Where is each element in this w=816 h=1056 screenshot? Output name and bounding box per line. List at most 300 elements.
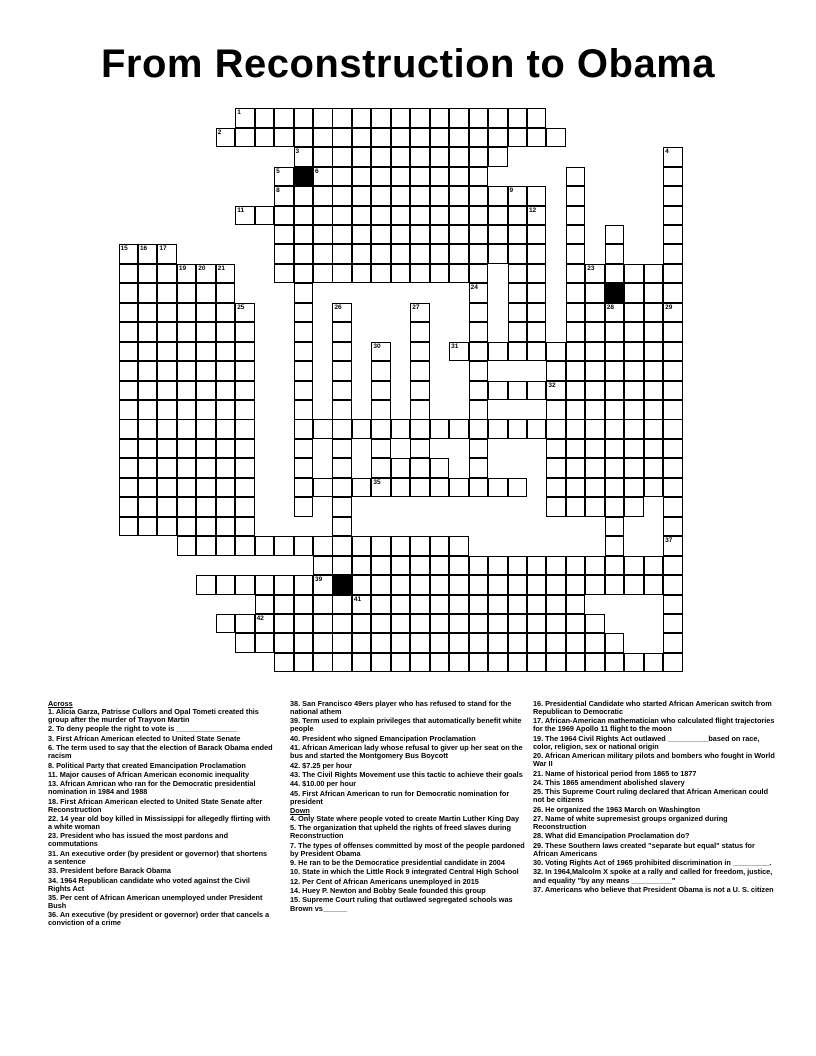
grid-cell[interactable] bbox=[138, 322, 158, 342]
grid-cell[interactable] bbox=[469, 419, 489, 439]
grid-cell[interactable] bbox=[332, 186, 352, 206]
grid-cell[interactable] bbox=[177, 264, 197, 284]
grid-cell[interactable] bbox=[332, 147, 352, 167]
grid-cell[interactable] bbox=[235, 361, 255, 381]
grid-cell[interactable] bbox=[157, 303, 177, 323]
grid-cell[interactable] bbox=[294, 653, 314, 673]
grid-cell[interactable] bbox=[449, 128, 469, 148]
grid-cell[interactable] bbox=[294, 225, 314, 245]
grid-cell[interactable] bbox=[274, 128, 294, 148]
grid-cell[interactable] bbox=[469, 206, 489, 226]
grid-cell[interactable] bbox=[488, 342, 508, 362]
grid-cell[interactable] bbox=[508, 614, 528, 634]
grid-cell[interactable] bbox=[410, 225, 430, 245]
grid-cell[interactable] bbox=[352, 653, 372, 673]
grid-cell[interactable] bbox=[216, 322, 236, 342]
grid-cell[interactable] bbox=[119, 264, 139, 284]
grid-cell[interactable] bbox=[371, 478, 391, 498]
grid-cell[interactable] bbox=[352, 186, 372, 206]
grid-cell[interactable] bbox=[566, 206, 586, 226]
grid-cell[interactable] bbox=[585, 381, 605, 401]
grid-cell[interactable] bbox=[177, 458, 197, 478]
grid-cell[interactable] bbox=[508, 595, 528, 615]
grid-cell[interactable] bbox=[313, 128, 333, 148]
grid-cell[interactable] bbox=[624, 419, 644, 439]
grid-cell[interactable] bbox=[508, 303, 528, 323]
grid-cell[interactable] bbox=[508, 244, 528, 264]
grid-cell[interactable] bbox=[449, 653, 469, 673]
grid-cell[interactable] bbox=[216, 536, 236, 556]
grid-cell[interactable] bbox=[605, 419, 625, 439]
grid-cell[interactable] bbox=[566, 303, 586, 323]
grid-cell[interactable] bbox=[624, 400, 644, 420]
grid-cell[interactable] bbox=[527, 575, 547, 595]
grid-cell[interactable] bbox=[332, 381, 352, 401]
grid-cell[interactable] bbox=[352, 167, 372, 187]
grid-cell[interactable] bbox=[352, 536, 372, 556]
grid-cell[interactable] bbox=[488, 147, 508, 167]
grid-cell[interactable] bbox=[352, 108, 372, 128]
grid-cell[interactable] bbox=[294, 575, 314, 595]
grid-cell[interactable] bbox=[605, 536, 625, 556]
grid-cell[interactable] bbox=[430, 108, 450, 128]
grid-cell[interactable] bbox=[488, 614, 508, 634]
grid-cell[interactable] bbox=[352, 419, 372, 439]
grid-cell[interactable] bbox=[332, 244, 352, 264]
grid-cell[interactable] bbox=[274, 186, 294, 206]
grid-cell[interactable] bbox=[527, 342, 547, 362]
grid-cell[interactable] bbox=[585, 575, 605, 595]
grid-cell[interactable] bbox=[488, 595, 508, 615]
grid-cell[interactable] bbox=[644, 439, 664, 459]
grid-cell[interactable] bbox=[255, 108, 275, 128]
grid-cell[interactable] bbox=[371, 147, 391, 167]
grid-cell[interactable] bbox=[566, 478, 586, 498]
grid-cell[interactable] bbox=[508, 342, 528, 362]
grid-cell[interactable] bbox=[663, 225, 683, 245]
grid-cell[interactable] bbox=[313, 264, 333, 284]
grid-cell[interactable] bbox=[371, 186, 391, 206]
grid-cell[interactable] bbox=[585, 303, 605, 323]
grid-cell[interactable] bbox=[469, 478, 489, 498]
grid-cell[interactable] bbox=[196, 478, 216, 498]
grid-cell[interactable] bbox=[332, 556, 352, 576]
grid-cell[interactable] bbox=[585, 283, 605, 303]
grid-cell[interactable] bbox=[138, 439, 158, 459]
grid-cell[interactable] bbox=[644, 283, 664, 303]
grid-cell[interactable] bbox=[371, 167, 391, 187]
grid-cell[interactable] bbox=[546, 575, 566, 595]
grid-cell[interactable] bbox=[585, 322, 605, 342]
grid-cell[interactable] bbox=[605, 361, 625, 381]
grid-cell[interactable] bbox=[119, 400, 139, 420]
grid-cell[interactable] bbox=[469, 653, 489, 673]
grid-cell[interactable] bbox=[119, 283, 139, 303]
grid-cell[interactable] bbox=[585, 458, 605, 478]
grid-cell[interactable] bbox=[255, 206, 275, 226]
grid-cell[interactable] bbox=[546, 595, 566, 615]
grid-cell[interactable] bbox=[391, 167, 411, 187]
grid-cell[interactable] bbox=[294, 536, 314, 556]
grid-cell[interactable] bbox=[138, 381, 158, 401]
grid-cell[interactable] bbox=[371, 575, 391, 595]
grid-cell[interactable] bbox=[216, 342, 236, 362]
grid-cell[interactable] bbox=[644, 342, 664, 362]
grid-cell[interactable] bbox=[663, 633, 683, 653]
grid-cell[interactable] bbox=[410, 244, 430, 264]
grid-cell[interactable] bbox=[177, 322, 197, 342]
grid-cell[interactable] bbox=[371, 206, 391, 226]
grid-cell[interactable] bbox=[430, 167, 450, 187]
grid-cell[interactable] bbox=[332, 361, 352, 381]
grid-cell[interactable] bbox=[352, 575, 372, 595]
grid-cell[interactable] bbox=[391, 108, 411, 128]
grid-cell[interactable] bbox=[332, 108, 352, 128]
grid-cell[interactable] bbox=[624, 264, 644, 284]
grid-cell[interactable] bbox=[644, 575, 664, 595]
grid-cell[interactable] bbox=[274, 633, 294, 653]
grid-cell[interactable] bbox=[294, 439, 314, 459]
grid-cell[interactable] bbox=[371, 400, 391, 420]
grid-cell[interactable] bbox=[332, 419, 352, 439]
grid-cell[interactable] bbox=[410, 108, 430, 128]
grid-cell[interactable] bbox=[624, 342, 644, 362]
grid-cell[interactable] bbox=[566, 264, 586, 284]
grid-cell[interactable] bbox=[527, 381, 547, 401]
grid-cell[interactable] bbox=[527, 244, 547, 264]
grid-cell[interactable] bbox=[119, 419, 139, 439]
grid-cell[interactable] bbox=[157, 458, 177, 478]
grid-cell[interactable] bbox=[371, 595, 391, 615]
grid-cell[interactable] bbox=[294, 283, 314, 303]
grid-cell[interactable] bbox=[488, 128, 508, 148]
grid-cell[interactable] bbox=[546, 478, 566, 498]
grid-cell[interactable] bbox=[371, 458, 391, 478]
grid-cell[interactable] bbox=[294, 595, 314, 615]
grid-cell[interactable] bbox=[294, 497, 314, 517]
grid-cell[interactable] bbox=[488, 108, 508, 128]
grid-cell[interactable] bbox=[449, 478, 469, 498]
grid-cell[interactable] bbox=[274, 244, 294, 264]
grid-cell[interactable] bbox=[119, 497, 139, 517]
grid-cell[interactable] bbox=[235, 342, 255, 362]
grid-cell[interactable] bbox=[410, 556, 430, 576]
grid-cell[interactable] bbox=[138, 478, 158, 498]
grid-cell[interactable] bbox=[410, 536, 430, 556]
grid-cell[interactable] bbox=[177, 400, 197, 420]
grid-cell[interactable] bbox=[352, 147, 372, 167]
grid-cell[interactable] bbox=[527, 225, 547, 245]
grid-cell[interactable] bbox=[449, 419, 469, 439]
grid-cell[interactable] bbox=[566, 225, 586, 245]
grid-cell[interactable] bbox=[508, 419, 528, 439]
grid-cell[interactable] bbox=[138, 283, 158, 303]
grid-cell[interactable] bbox=[449, 206, 469, 226]
grid-cell[interactable] bbox=[332, 342, 352, 362]
grid-cell[interactable] bbox=[196, 361, 216, 381]
grid-cell[interactable] bbox=[196, 303, 216, 323]
grid-cell[interactable] bbox=[469, 458, 489, 478]
grid-cell[interactable] bbox=[216, 419, 236, 439]
grid-cell[interactable] bbox=[566, 419, 586, 439]
grid-cell[interactable] bbox=[430, 264, 450, 284]
grid-cell[interactable] bbox=[177, 303, 197, 323]
grid-cell[interactable] bbox=[332, 322, 352, 342]
grid-cell[interactable] bbox=[527, 264, 547, 284]
grid-cell[interactable] bbox=[410, 303, 430, 323]
grid-cell[interactable] bbox=[332, 128, 352, 148]
grid-cell[interactable] bbox=[566, 575, 586, 595]
grid-cell[interactable] bbox=[196, 264, 216, 284]
grid-cell[interactable] bbox=[449, 556, 469, 576]
grid-cell[interactable] bbox=[585, 556, 605, 576]
grid-cell[interactable] bbox=[274, 206, 294, 226]
grid-cell[interactable] bbox=[235, 108, 255, 128]
grid-cell[interactable] bbox=[430, 458, 450, 478]
grid-cell[interactable] bbox=[235, 536, 255, 556]
grid-cell[interactable] bbox=[546, 614, 566, 634]
grid-cell[interactable] bbox=[644, 303, 664, 323]
grid-cell[interactable] bbox=[624, 478, 644, 498]
grid-cell[interactable] bbox=[469, 633, 489, 653]
grid-cell[interactable] bbox=[294, 381, 314, 401]
grid-cell[interactable] bbox=[469, 400, 489, 420]
grid-cell[interactable] bbox=[391, 478, 411, 498]
grid-cell[interactable] bbox=[508, 556, 528, 576]
grid-cell[interactable] bbox=[488, 206, 508, 226]
grid-cell[interactable] bbox=[352, 128, 372, 148]
grid-cell[interactable] bbox=[235, 381, 255, 401]
grid-cell[interactable] bbox=[469, 439, 489, 459]
grid-cell[interactable] bbox=[566, 342, 586, 362]
grid-cell[interactable] bbox=[157, 322, 177, 342]
grid-cell[interactable] bbox=[469, 244, 489, 264]
grid-cell[interactable] bbox=[274, 536, 294, 556]
grid-cell[interactable] bbox=[663, 614, 683, 634]
grid-cell[interactable] bbox=[332, 400, 352, 420]
grid-cell[interactable] bbox=[235, 458, 255, 478]
grid-cell[interactable] bbox=[371, 361, 391, 381]
grid-cell[interactable] bbox=[138, 400, 158, 420]
grid-cell[interactable] bbox=[624, 556, 644, 576]
grid-cell[interactable] bbox=[138, 342, 158, 362]
grid-cell[interactable] bbox=[371, 381, 391, 401]
grid-cell[interactable] bbox=[332, 595, 352, 615]
grid-cell[interactable] bbox=[605, 244, 625, 264]
grid-cell[interactable] bbox=[235, 497, 255, 517]
grid-cell[interactable] bbox=[624, 303, 644, 323]
grid-cell[interactable] bbox=[119, 244, 139, 264]
grid-cell[interactable] bbox=[663, 458, 683, 478]
grid-cell[interactable] bbox=[196, 439, 216, 459]
grid-cell[interactable] bbox=[663, 167, 683, 187]
grid-cell[interactable] bbox=[313, 108, 333, 128]
grid-cell[interactable] bbox=[410, 167, 430, 187]
grid-cell[interactable] bbox=[235, 303, 255, 323]
grid-cell[interactable] bbox=[410, 439, 430, 459]
grid-cell[interactable] bbox=[313, 186, 333, 206]
grid-cell[interactable] bbox=[313, 147, 333, 167]
grid-cell[interactable] bbox=[663, 244, 683, 264]
grid-cell[interactable] bbox=[410, 458, 430, 478]
grid-cell[interactable] bbox=[449, 614, 469, 634]
grid-cell[interactable] bbox=[663, 575, 683, 595]
grid-cell[interactable] bbox=[157, 342, 177, 362]
grid-cell[interactable] bbox=[177, 439, 197, 459]
grid-cell[interactable] bbox=[469, 381, 489, 401]
grid-cell[interactable] bbox=[546, 556, 566, 576]
grid-cell[interactable] bbox=[294, 186, 314, 206]
grid-cell[interactable] bbox=[624, 283, 644, 303]
grid-cell[interactable] bbox=[177, 361, 197, 381]
grid-cell[interactable] bbox=[527, 556, 547, 576]
grid-cell[interactable] bbox=[585, 419, 605, 439]
grid-cell[interactable] bbox=[235, 633, 255, 653]
grid-cell[interactable] bbox=[527, 128, 547, 148]
grid-cell[interactable] bbox=[274, 167, 294, 187]
grid-cell[interactable] bbox=[313, 575, 333, 595]
grid-cell[interactable] bbox=[177, 517, 197, 537]
grid-cell[interactable] bbox=[332, 478, 352, 498]
grid-cell[interactable] bbox=[138, 419, 158, 439]
grid-cell[interactable] bbox=[585, 400, 605, 420]
grid-cell[interactable] bbox=[119, 322, 139, 342]
grid-cell[interactable] bbox=[566, 167, 586, 187]
grid-cell[interactable] bbox=[332, 225, 352, 245]
grid-cell[interactable] bbox=[663, 186, 683, 206]
grid-cell[interactable] bbox=[508, 575, 528, 595]
grid-cell[interactable] bbox=[488, 556, 508, 576]
grid-cell[interactable] bbox=[527, 419, 547, 439]
grid-cell[interactable] bbox=[527, 595, 547, 615]
grid-cell[interactable] bbox=[255, 536, 275, 556]
grid-cell[interactable] bbox=[663, 264, 683, 284]
grid-cell[interactable] bbox=[644, 361, 664, 381]
grid-cell[interactable] bbox=[566, 439, 586, 459]
grid-cell[interactable] bbox=[177, 497, 197, 517]
grid-cell[interactable] bbox=[138, 264, 158, 284]
grid-cell[interactable] bbox=[566, 322, 586, 342]
grid-cell[interactable] bbox=[274, 108, 294, 128]
grid-cell[interactable] bbox=[605, 575, 625, 595]
grid-cell[interactable] bbox=[644, 653, 664, 673]
grid-cell[interactable] bbox=[566, 633, 586, 653]
grid-cell[interactable] bbox=[138, 458, 158, 478]
grid-cell[interactable] bbox=[235, 400, 255, 420]
grid-cell[interactable] bbox=[391, 595, 411, 615]
grid-cell[interactable] bbox=[546, 419, 566, 439]
grid-cell[interactable] bbox=[663, 400, 683, 420]
grid-cell[interactable] bbox=[430, 536, 450, 556]
grid-cell[interactable] bbox=[138, 361, 158, 381]
grid-cell[interactable] bbox=[449, 147, 469, 167]
grid-cell[interactable] bbox=[663, 342, 683, 362]
grid-cell[interactable] bbox=[585, 614, 605, 634]
grid-cell[interactable] bbox=[430, 633, 450, 653]
grid-cell[interactable] bbox=[430, 186, 450, 206]
grid-cell[interactable] bbox=[332, 206, 352, 226]
grid-cell[interactable] bbox=[605, 478, 625, 498]
grid-cell[interactable] bbox=[508, 206, 528, 226]
grid-cell[interactable] bbox=[196, 283, 216, 303]
grid-cell[interactable] bbox=[469, 303, 489, 323]
grid-cell[interactable] bbox=[157, 478, 177, 498]
grid-cell[interactable] bbox=[566, 653, 586, 673]
grid-cell[interactable] bbox=[663, 439, 683, 459]
grid-cell[interactable] bbox=[663, 303, 683, 323]
grid-cell[interactable] bbox=[371, 439, 391, 459]
grid-cell[interactable] bbox=[216, 614, 236, 634]
grid-cell[interactable] bbox=[449, 342, 469, 362]
grid-cell[interactable] bbox=[391, 264, 411, 284]
grid-cell[interactable] bbox=[313, 225, 333, 245]
grid-cell[interactable] bbox=[663, 381, 683, 401]
grid-cell[interactable] bbox=[527, 633, 547, 653]
grid-cell[interactable] bbox=[332, 517, 352, 537]
grid-cell[interactable] bbox=[488, 653, 508, 673]
grid-cell[interactable] bbox=[585, 633, 605, 653]
grid-cell[interactable] bbox=[371, 419, 391, 439]
grid-cell[interactable] bbox=[663, 419, 683, 439]
grid-cell[interactable] bbox=[410, 595, 430, 615]
grid-cell[interactable] bbox=[430, 244, 450, 264]
grid-cell[interactable] bbox=[527, 614, 547, 634]
grid-cell[interactable] bbox=[430, 225, 450, 245]
grid-cell[interactable] bbox=[410, 264, 430, 284]
grid-cell[interactable] bbox=[663, 517, 683, 537]
grid-cell[interactable] bbox=[294, 303, 314, 323]
grid-cell[interactable] bbox=[663, 361, 683, 381]
grid-cell[interactable] bbox=[566, 614, 586, 634]
grid-cell[interactable] bbox=[430, 147, 450, 167]
grid-cell[interactable] bbox=[294, 361, 314, 381]
grid-cell[interactable] bbox=[332, 439, 352, 459]
grid-cell[interactable] bbox=[410, 342, 430, 362]
grid-cell[interactable] bbox=[294, 206, 314, 226]
grid-cell[interactable] bbox=[313, 653, 333, 673]
grid-cell[interactable] bbox=[410, 147, 430, 167]
grid-cell[interactable] bbox=[508, 225, 528, 245]
grid-cell[interactable] bbox=[508, 633, 528, 653]
grid-cell[interactable] bbox=[430, 206, 450, 226]
grid-cell[interactable] bbox=[488, 225, 508, 245]
grid-cell[interactable] bbox=[605, 439, 625, 459]
grid-cell[interactable] bbox=[605, 342, 625, 362]
grid-cell[interactable] bbox=[119, 458, 139, 478]
grid-cell[interactable] bbox=[430, 653, 450, 673]
grid-cell[interactable] bbox=[527, 283, 547, 303]
grid-cell[interactable] bbox=[274, 225, 294, 245]
grid-cell[interactable] bbox=[469, 167, 489, 187]
grid-cell[interactable] bbox=[430, 419, 450, 439]
grid-cell[interactable] bbox=[566, 283, 586, 303]
grid-cell[interactable] bbox=[313, 206, 333, 226]
grid-cell[interactable] bbox=[430, 128, 450, 148]
grid-cell[interactable] bbox=[410, 206, 430, 226]
grid-cell[interactable] bbox=[313, 419, 333, 439]
grid-cell[interactable] bbox=[469, 264, 489, 284]
grid-cell[interactable] bbox=[216, 283, 236, 303]
grid-cell[interactable] bbox=[410, 575, 430, 595]
grid-cell[interactable] bbox=[177, 342, 197, 362]
grid-cell[interactable] bbox=[332, 264, 352, 284]
grid-cell[interactable] bbox=[216, 517, 236, 537]
grid-cell[interactable] bbox=[352, 556, 372, 576]
grid-cell[interactable] bbox=[294, 322, 314, 342]
grid-cell[interactable] bbox=[177, 419, 197, 439]
grid-cell[interactable] bbox=[546, 497, 566, 517]
grid-cell[interactable] bbox=[157, 381, 177, 401]
